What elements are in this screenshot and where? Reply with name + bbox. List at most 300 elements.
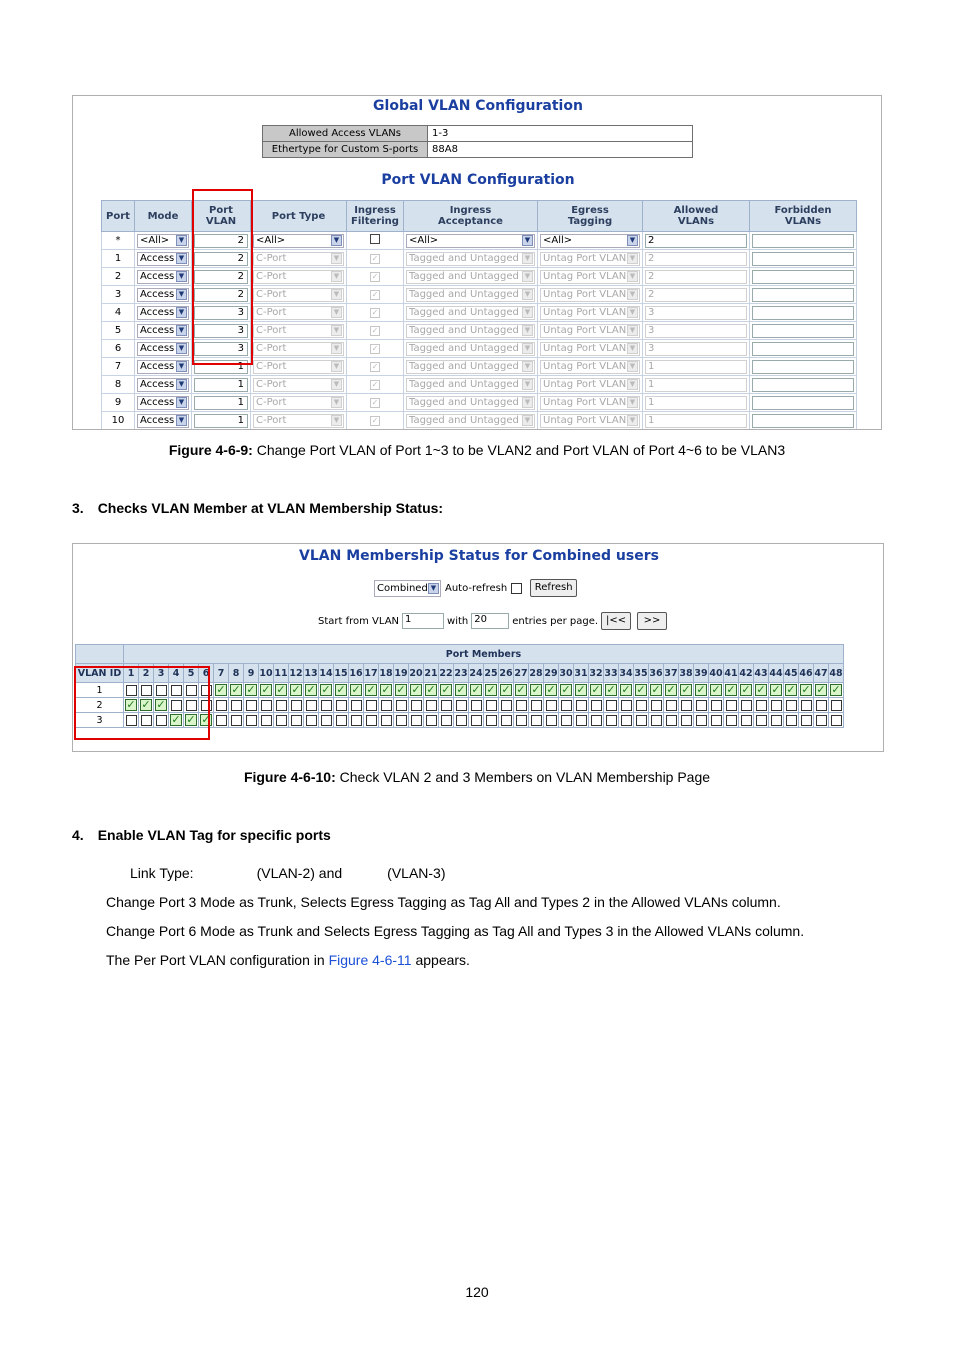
non-member-box xyxy=(786,715,797,726)
member-cell xyxy=(424,698,439,713)
mode-select[interactable]: Access ▼ xyxy=(135,322,192,340)
non-member-box xyxy=(651,715,662,726)
member-check-icon: ✓ xyxy=(561,683,571,696)
egress-tagging-select: Untag Port VLAN ▼ xyxy=(538,340,643,358)
non-member-box xyxy=(486,700,497,711)
member-check-icon: ✓ xyxy=(321,683,331,696)
non-member-box xyxy=(216,700,227,711)
member-cell xyxy=(754,698,769,713)
link-type-line: Link Type: (VLAN-2) and (VLAN-3) xyxy=(130,865,446,881)
port-cell: 4 xyxy=(102,304,135,322)
non-member-box xyxy=(801,715,812,726)
entries-label: entries per page. xyxy=(512,615,599,627)
header-port-48: 48 xyxy=(829,664,844,683)
port-vlan-config-screenshot xyxy=(72,95,882,430)
non-member-box xyxy=(726,715,737,726)
pvid-input[interactable]: 1 xyxy=(192,394,251,412)
non-member-box xyxy=(636,700,647,711)
non-member-box xyxy=(696,715,707,726)
ingress-acceptance-select: Tagged and Untagged ▼ xyxy=(404,304,538,322)
chevron-down-icon: ▼ xyxy=(522,325,533,336)
member-cell xyxy=(799,698,814,713)
chevron-down-icon: ▼ xyxy=(522,253,533,264)
member-check-icon: ✓ xyxy=(726,683,736,696)
member-cell xyxy=(454,683,469,698)
chevron-down-icon: ▼ xyxy=(627,379,638,390)
member-cell xyxy=(469,698,484,713)
mode-select[interactable]: Access ▼ xyxy=(135,340,192,358)
pvid-input[interactable]: 2 xyxy=(192,268,251,286)
member-check-icon: ✓ xyxy=(531,683,541,696)
member-cell xyxy=(589,683,604,698)
mode-select[interactable]: Access ▼ xyxy=(135,394,192,412)
member-check-icon: ✓ xyxy=(621,683,631,696)
header-port-10: 10 xyxy=(259,664,274,683)
ingress-filtering-checkbox xyxy=(347,412,404,430)
non-member-box xyxy=(456,700,467,711)
allowed-vlans-input: 3 xyxy=(643,322,750,340)
member-cell xyxy=(394,683,409,698)
member-cell xyxy=(454,698,469,713)
pvid-input[interactable]: 3 xyxy=(192,304,251,322)
member-cell xyxy=(724,713,739,728)
member-cell xyxy=(259,713,274,728)
non-member-box xyxy=(381,700,392,711)
chevron-down-icon: ▼ xyxy=(331,271,342,282)
mode-select[interactable]: Access ▼ xyxy=(135,358,192,376)
allowed-vlans-input: 2 xyxy=(643,286,750,304)
ingress-acceptance-select: Tagged and Untagged ▼ xyxy=(404,376,538,394)
member-cell xyxy=(679,683,694,698)
member-check-icon: ✓ xyxy=(816,683,826,696)
forbidden-vlans-input[interactable] xyxy=(750,340,857,358)
ingress-filtering-checkbox xyxy=(347,286,404,304)
member-check-icon: ✓ xyxy=(426,683,436,696)
header-port-16: 16 xyxy=(349,664,364,683)
member-cell xyxy=(679,713,694,728)
forbidden-vlans-input[interactable] xyxy=(750,232,857,250)
chevron-down-icon: ▼ xyxy=(176,235,187,246)
port-cell: * xyxy=(102,232,135,250)
egress-tagging-select: Untag Port VLAN ▼ xyxy=(538,304,643,322)
ingress-filtering-checkbox xyxy=(347,250,404,268)
chevron-down-icon: ▼ xyxy=(522,397,533,408)
chevron-down-icon: ▼ xyxy=(627,343,638,354)
chevron-down-icon: ▼ xyxy=(627,271,638,282)
pvid-input[interactable]: 2 xyxy=(192,250,251,268)
forbidden-vlans-input[interactable] xyxy=(750,250,857,268)
chevron-down-icon: ▼ xyxy=(176,325,187,336)
member-cell xyxy=(304,713,319,728)
allowed-vlans-input: 3 xyxy=(643,340,750,358)
header-port-30: 30 xyxy=(559,664,574,683)
member-cell xyxy=(709,683,724,698)
non-member-box xyxy=(606,700,617,711)
header-port-41: 41 xyxy=(724,664,739,683)
member-cell xyxy=(454,713,469,728)
port-type-select: C-Port ▼ xyxy=(251,412,347,430)
non-member-box xyxy=(621,715,632,726)
non-member-box xyxy=(696,700,707,711)
member-cell xyxy=(409,698,424,713)
member-cell xyxy=(349,683,364,698)
non-member-box xyxy=(531,700,542,711)
ingress-acceptance-select: Tagged and Untagged ▼ xyxy=(404,322,538,340)
member-check-icon: ✓ xyxy=(606,683,616,696)
paragraph-port3: Change Port 3 Mode as Trunk, Selects Egress Tagging as Tag All and Types 2 in the Allowed VLANs column. xyxy=(106,894,781,910)
member-cell xyxy=(544,713,559,728)
header-port-4: 4 xyxy=(169,664,184,683)
allowed-vlans-input: 2 xyxy=(643,268,750,286)
member-cell xyxy=(739,683,754,698)
member-cell xyxy=(499,698,514,713)
header-port-39: 39 xyxy=(694,664,709,683)
pvid-input[interactable]: 2 xyxy=(192,286,251,304)
first-page-button[interactable]: |<< xyxy=(601,612,631,630)
non-member-box xyxy=(516,700,527,711)
member-cell xyxy=(499,713,514,728)
member-cell xyxy=(244,698,259,713)
chevron-down-icon: ▼ xyxy=(627,361,638,372)
chevron-down-icon: ▼ xyxy=(522,379,533,390)
non-member-box xyxy=(561,700,572,711)
member-cell xyxy=(769,698,784,713)
port-cell: 10 xyxy=(102,412,135,430)
member-cell xyxy=(379,713,394,728)
allowed-vlans-input[interactable]: 2 xyxy=(643,232,750,250)
non-member-box xyxy=(576,700,587,711)
member-cell xyxy=(649,713,664,728)
forbidden-vlans-input[interactable] xyxy=(750,394,857,412)
member-cell xyxy=(544,698,559,713)
header-port-27: 27 xyxy=(514,664,529,683)
non-member-box xyxy=(756,715,767,726)
pvid-input[interactable]: 1 xyxy=(192,376,251,394)
mode-select[interactable]: <All> ▼ xyxy=(135,232,192,250)
non-member-box xyxy=(411,700,422,711)
pvid-input[interactable]: 1 xyxy=(192,358,251,376)
port-type-select: C-Port ▼ xyxy=(251,358,347,376)
header-mode: Mode xyxy=(135,201,192,232)
non-member-box xyxy=(486,715,497,726)
ingress-filtering-checkbox xyxy=(347,322,404,340)
mode-select[interactable]: Access ▼ xyxy=(135,286,192,304)
port-type-select: C-Port ▼ xyxy=(251,268,347,286)
member-check-icon: ✓ xyxy=(171,713,181,726)
forbidden-vlans-input[interactable] xyxy=(750,268,857,286)
highlight-port-vlan xyxy=(192,189,253,365)
member-cell xyxy=(574,698,589,713)
port-type-select: C-Port ▼ xyxy=(251,376,347,394)
port-vlan-title: Port VLAN Configuration xyxy=(381,172,575,188)
table-row xyxy=(102,394,857,412)
figure-caption-2: Figure 4-6-10: Check VLAN 2 and 3 Members on VLAN Membership Page xyxy=(243,769,711,785)
mode-select[interactable]: Access ▼ xyxy=(135,376,192,394)
non-member-box xyxy=(246,700,257,711)
non-member-box xyxy=(261,700,272,711)
header-port-14: 14 xyxy=(319,664,334,683)
member-cell xyxy=(799,713,814,728)
member-check-icon: ✓ xyxy=(681,683,691,696)
member-check-icon: ✓ xyxy=(351,683,361,696)
user-select[interactable]: Combined ▼ xyxy=(374,580,441,597)
mode-select[interactable]: Access ▼ xyxy=(135,250,192,268)
header-port-42: 42 xyxy=(739,664,754,683)
non-member-box xyxy=(771,715,782,726)
member-check-icon: ✓ xyxy=(396,683,406,696)
member-check-icon: ✓ xyxy=(471,683,481,696)
paging-controls xyxy=(318,612,667,630)
port-type-select: C-Port ▼ xyxy=(251,340,347,358)
member-check-icon: ✓ xyxy=(591,683,601,696)
member-cell xyxy=(769,713,784,728)
port-cell: 2 xyxy=(102,268,135,286)
chevron-down-icon: ▼ xyxy=(331,307,342,318)
mode-select[interactable]: Access ▼ xyxy=(135,412,192,430)
member-check-icon: ✓ xyxy=(306,683,316,696)
chevron-down-icon: ▼ xyxy=(627,307,638,318)
chevron-down-icon: ▼ xyxy=(176,397,187,408)
vlan-id-cell: 3 xyxy=(76,713,124,728)
non-member-box xyxy=(801,700,812,711)
chevron-down-icon: ▼ xyxy=(176,271,187,282)
header-port-17: 17 xyxy=(364,664,379,683)
ingress-filtering-checkbox[interactable] xyxy=(347,232,404,250)
with-label: with xyxy=(447,615,469,627)
non-member-box xyxy=(591,700,602,711)
ingress-acceptance-select: Tagged and Untagged ▼ xyxy=(404,286,538,304)
member-cell xyxy=(694,698,709,713)
header-port-26: 26 xyxy=(499,664,514,683)
non-member-box xyxy=(786,700,797,711)
non-member-box xyxy=(291,715,302,726)
member-cell xyxy=(229,713,244,728)
refresh-button[interactable]: Refresh xyxy=(530,579,577,597)
auto-refresh-checkbox[interactable] xyxy=(511,583,522,594)
member-cell xyxy=(529,698,544,713)
paragraph-figure-ref: The Per Port VLAN configuration in Figure 4-6-11 appears. xyxy=(106,952,470,968)
port-type-select[interactable]: <All> ▼ xyxy=(251,232,347,250)
member-cell xyxy=(574,683,589,698)
non-member-box xyxy=(456,715,467,726)
ingress-acceptance-select: Tagged and Untagged ▼ xyxy=(404,340,538,358)
member-cell xyxy=(274,683,289,698)
port-cell: 1 xyxy=(102,250,135,268)
figure-caption-1: Figure 4-6-9: Change Port VLAN of Port 1~3 to be VLAN2 and Port VLAN of Port 4~6 to be VLAN3 xyxy=(168,442,786,458)
entries-input[interactable]: 20 xyxy=(471,613,509,629)
forbidden-vlans-input[interactable] xyxy=(750,358,857,376)
member-check-icon: ✓ xyxy=(366,683,376,696)
member-cell xyxy=(799,683,814,698)
page-number: 120 xyxy=(465,1284,489,1300)
non-member-box xyxy=(636,715,647,726)
non-member-box xyxy=(621,700,632,711)
chevron-down-icon: ▼ xyxy=(627,397,638,408)
allowed-vlans-input: 1 xyxy=(643,412,750,430)
member-cell xyxy=(634,713,649,728)
mode-select[interactable]: Access ▼ xyxy=(135,268,192,286)
header-port-28: 28 xyxy=(529,664,544,683)
mode-select[interactable]: Access ▼ xyxy=(135,304,192,322)
ethertype-input[interactable]: 88A8 xyxy=(428,142,693,158)
non-member-box xyxy=(366,715,377,726)
egress-tagging-select: Untag Port VLAN ▼ xyxy=(538,412,643,430)
member-cell xyxy=(319,698,334,713)
global-vlan-title: Global VLAN Configuration xyxy=(373,98,583,114)
member-check-icon: ✓ xyxy=(801,683,811,696)
chevron-down-icon: ▼ xyxy=(176,289,187,300)
start-from-label: Start from VLAN xyxy=(318,615,400,627)
non-member-box xyxy=(681,715,692,726)
table-row xyxy=(102,412,857,430)
egress-tagging-select: Untag Port VLAN ▼ xyxy=(538,358,643,376)
header-port-8: 8 xyxy=(229,664,244,683)
header-port-13: 13 xyxy=(304,664,319,683)
header-port-2: 2 xyxy=(139,664,154,683)
forbidden-vlans-input[interactable] xyxy=(750,304,857,322)
pvid-input[interactable]: 3 xyxy=(192,340,251,358)
member-cell xyxy=(484,713,499,728)
non-member-box xyxy=(321,715,332,726)
ingress-filtering-checkbox xyxy=(347,268,404,286)
member-cell xyxy=(754,713,769,728)
allowed-vlans-input: 2 xyxy=(643,250,750,268)
member-check-icon: ✓ xyxy=(441,683,451,696)
member-cell xyxy=(304,698,319,713)
header-port-7: 7 xyxy=(214,664,229,683)
header-port-15: 15 xyxy=(334,664,349,683)
non-member-box xyxy=(651,700,662,711)
start-vlan-input[interactable]: 1 xyxy=(402,613,444,629)
member-cell xyxy=(679,698,694,713)
non-member-box xyxy=(666,715,677,726)
non-member-box xyxy=(711,715,722,726)
member-check-icon: ✓ xyxy=(786,683,796,696)
next-page-button[interactable]: >> xyxy=(637,612,667,630)
chevron-down-icon: ▼ xyxy=(522,307,533,318)
chevron-down-icon: ▼ xyxy=(627,235,638,246)
auto-refresh-label: Auto-refresh xyxy=(445,582,508,594)
non-member-box xyxy=(246,715,257,726)
member-cell xyxy=(829,698,844,713)
chevron-down-icon: ▼ xyxy=(331,343,342,354)
member-cell xyxy=(469,713,484,728)
header-port-20: 20 xyxy=(409,664,424,683)
non-member-box xyxy=(546,715,557,726)
member-cell xyxy=(694,713,709,728)
port-cell: 8 xyxy=(102,376,135,394)
header-allowed-vlans: Allowed VLANs xyxy=(643,201,750,232)
member-check-icon: ✓ xyxy=(486,683,496,696)
allowed-access-vlans-input[interactable]: 1-3 xyxy=(428,126,693,142)
chevron-down-icon: ▼ xyxy=(522,343,533,354)
member-cell xyxy=(484,683,499,698)
port-type-select: C-Port ▼ xyxy=(251,250,347,268)
non-member-box xyxy=(411,715,422,726)
header-port-vlan: Port VLAN xyxy=(192,201,251,232)
member-check-icon: ✓ xyxy=(456,683,466,696)
port-type-select: C-Port ▼ xyxy=(251,394,347,412)
member-cell xyxy=(694,683,709,698)
ingress-acceptance-select[interactable]: <All> ▼ xyxy=(404,232,538,250)
header-port-21: 21 xyxy=(424,664,439,683)
pvid-input[interactable]: 3 xyxy=(192,322,251,340)
header-port-24: 24 xyxy=(469,664,484,683)
member-check-icon: ✓ xyxy=(546,683,556,696)
pvid-input[interactable]: 2 xyxy=(192,232,251,250)
member-check-icon: ✓ xyxy=(291,683,301,696)
member-check-icon: ✓ xyxy=(756,683,766,696)
highlight-vlan-members xyxy=(74,666,210,740)
chevron-down-icon: ▼ xyxy=(522,289,533,300)
table-row xyxy=(102,376,857,394)
header-port-type: Port Type xyxy=(251,201,347,232)
non-member-box xyxy=(276,715,287,726)
member-cell xyxy=(619,713,634,728)
member-cell xyxy=(349,698,364,713)
member-check-icon: ✓ xyxy=(501,683,511,696)
header-port-43: 43 xyxy=(754,664,769,683)
egress-tagging-select: Untag Port VLAN ▼ xyxy=(538,268,643,286)
member-check-icon: ✓ xyxy=(216,683,226,696)
non-member-box xyxy=(591,715,602,726)
forbidden-vlans-input[interactable] xyxy=(750,412,857,430)
member-check-icon: ✓ xyxy=(411,683,421,696)
egress-tagging-select[interactable]: <All> ▼ xyxy=(538,232,643,250)
header-port-6: 6 xyxy=(199,664,214,683)
pvid-input[interactable]: 1 xyxy=(192,412,251,430)
member-cell xyxy=(784,683,799,698)
non-member-box xyxy=(546,700,557,711)
member-cell xyxy=(439,698,454,713)
ethertype-label: Ethertype for Custom S-ports xyxy=(263,142,428,158)
forbidden-vlans-input[interactable] xyxy=(750,376,857,394)
forbidden-vlans-input[interactable] xyxy=(750,322,857,340)
member-check-icon: ✓ xyxy=(741,683,751,696)
non-member-box xyxy=(426,715,437,726)
member-cell xyxy=(229,683,244,698)
non-member-box xyxy=(741,700,752,711)
non-member-box xyxy=(681,700,692,711)
non-member-box xyxy=(381,715,392,726)
non-member-box xyxy=(771,700,782,711)
member-cell xyxy=(709,713,724,728)
member-cell xyxy=(814,713,829,728)
ingress-filtering-checkbox xyxy=(347,394,404,412)
member-check-icon: ✓ xyxy=(666,683,676,696)
member-cell xyxy=(334,713,349,728)
header-port-36: 36 xyxy=(649,664,664,683)
non-member-box xyxy=(831,715,842,726)
member-cell xyxy=(784,713,799,728)
vlan-id-cell: 2 xyxy=(76,698,124,713)
member-cell xyxy=(289,713,304,728)
member-check-icon: ✓ xyxy=(651,683,661,696)
non-member-box xyxy=(216,715,227,726)
member-check-icon: ✓ xyxy=(186,713,196,726)
ingress-filtering-checkbox xyxy=(347,358,404,376)
non-member-box xyxy=(576,715,587,726)
member-cell xyxy=(244,683,259,698)
figure-4-6-11-link[interactable]: Figure 4-6-11 xyxy=(328,952,412,968)
member-cell xyxy=(544,683,559,698)
member-cell xyxy=(349,713,364,728)
non-member-box xyxy=(396,715,407,726)
non-member-box xyxy=(756,700,767,711)
non-member-box xyxy=(336,700,347,711)
forbidden-vlans-input[interactable] xyxy=(750,286,857,304)
member-cell xyxy=(259,698,274,713)
